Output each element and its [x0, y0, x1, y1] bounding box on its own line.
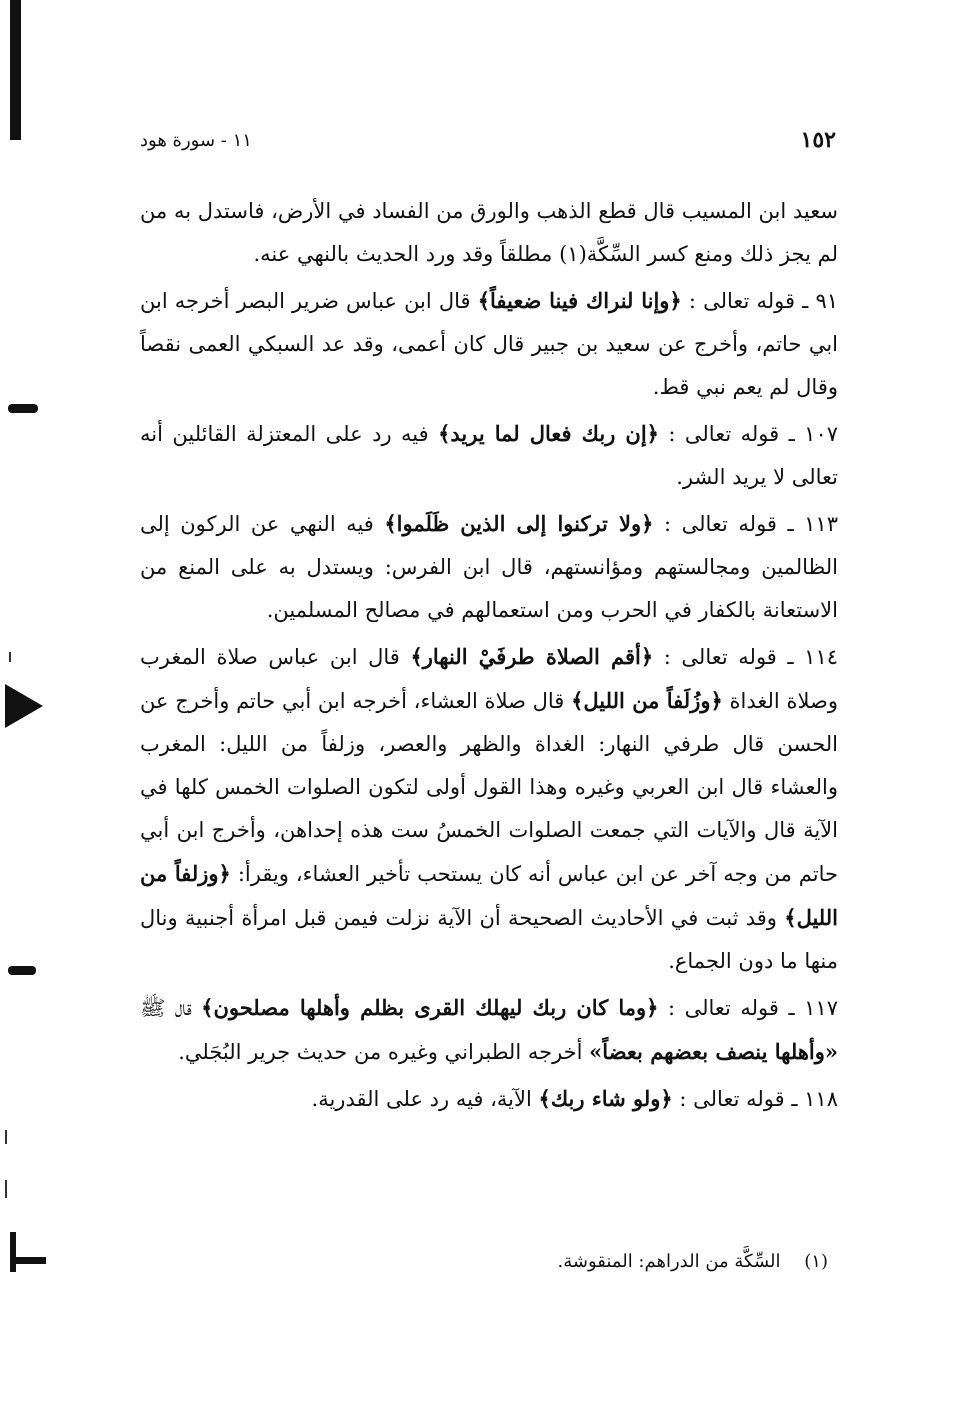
- scan-speck: [9, 652, 11, 662]
- running-head: [140, 122, 836, 158]
- paragraph: [140, 412, 838, 499]
- scan-speck: [5, 1130, 7, 1144]
- scan-edge-mark: [14, 1257, 46, 1264]
- footnote: [140, 1247, 828, 1277]
- verse-number: ١١٧ ـ قوله تعالى :: [667, 996, 838, 1020]
- commentary: قال ابن عباس صلاة المغرب وصلاة الغداة: [140, 645, 838, 713]
- page-number: ١٥٢: [800, 127, 836, 153]
- scan-edge-mark: [8, 404, 38, 413]
- verse-number: ١١٣ ـ قوله تعالى :: [664, 512, 838, 536]
- hadith-quote: «وأهلها ينصف بعضهم بعضاً»: [589, 1039, 838, 1064]
- commentary: الآية، فيه رد على القدرية.: [311, 1087, 532, 1111]
- verse-number: ١١٨ ـ قوله تعالى :: [679, 1087, 838, 1111]
- quran-quote: ﴿وما كان ربك ليهلك القرى بظلم وأهلها مصلحون﴾: [201, 995, 659, 1020]
- commentary: قال ﷺ: [140, 996, 192, 1020]
- footnote-text: السِّكَّة من الدراهم: المنقوشة.: [557, 1251, 781, 1272]
- verse-number: ١٠٧ ـ قوله تعالى :: [668, 422, 839, 446]
- verse-number: ٩١ ـ قوله تعالى :: [688, 289, 838, 313]
- scan-edge-mark: [10, 1232, 16, 1272]
- scan-speck: [5, 1180, 7, 1198]
- main-text: [140, 190, 838, 1124]
- scan-edge-mark: [10, 0, 21, 140]
- quran-quote: ﴿وزلفاً من الليل﴾: [140, 861, 838, 930]
- paragraph: [140, 279, 838, 409]
- commentary: وقد ثبت في الأحاديث الصحيحة أن الآية نزلت فيمن قبل امرأة أجنبية ونال منها ما دون الجماع.: [140, 906, 838, 973]
- footnote-marker: (١): [804, 1251, 828, 1272]
- paragraph: [140, 986, 838, 1074]
- quran-quote: ﴿ولا تركنوا إلى الذين ظَلَموا﴾: [384, 511, 654, 536]
- paragraph: [140, 1077, 838, 1121]
- commentary: فيه النهي عن الركون إلى الظالمين ومجالستهم ومؤانستهم، قال ابن الفرس: ويستدل به على المنع من الاستعانة بالكفار في الحرب ومن استعمالهم في مصالح المسلمين.: [140, 512, 838, 622]
- scan-edge-mark: [5, 684, 43, 728]
- quran-quote: ﴿وزُلَفاً من الليل﴾: [571, 688, 723, 713]
- quran-quote: ﴿أقم الصلاة طرفَيْ النهار﴾: [410, 644, 654, 669]
- verse-number: ١١٤ ـ قوله تعالى :: [663, 645, 839, 669]
- paragraph: سعيد ابن المسيب قال قطع الذهب والورق من الفساد في الأرض، فاستدل به من لم يجز ذلك ومنع كسر السِّكَّة(١) مطلقاً وقد ورد الحديث بالنهي عنه.: [140, 199, 838, 266]
- quran-quote: ﴿ولو شاء ربك﴾: [538, 1086, 673, 1111]
- chapter-title: ١١ - سورة هود: [140, 129, 252, 151]
- paragraph: [140, 635, 838, 983]
- commentary: أخرجه الطبراني وغيره من حديث جرير البُجَلي.: [178, 1040, 583, 1064]
- commentary: قال صلاة العشاء، أخرجه ابن أبي حاتم وأخرج عن الحسن قال طرفي النهار: الغداة والظهر والعصر، وزلفاً من الليل: المغرب والعشاء قال ابن العربي وغيره وهذا القول أولى لتكون الصلوات الخمس كلها في الآية قال والآيات التي جمعت الصلوات الخمسُ ست هذه إحداهن، وأخرج ابن أبي حاتم من وجه آخر عن ابن عباس أنه كان يستحب تأخير العشاء، ويقرأ:: [140, 689, 838, 886]
- commentary: قال ابن عباس ضرير البصر أخرجه ابن ابي حاتم، وأخرج عن سعيد بن جبير قال كان أعمى، وقد عد السبكي العمى نقصاً وقال لم يعم نبي قط.: [140, 289, 838, 399]
- paragraph: [140, 502, 838, 632]
- commentary: فيه رد على المعتزلة القائلين أنه تعالى لا يريد الشر.: [140, 422, 838, 489]
- quran-quote: ﴿إن ربك فعال لما يريد﴾: [438, 421, 659, 446]
- quran-quote: ﴿وإنا لنراك فينا ضعيفاً﴾: [477, 288, 682, 313]
- scan-edge-mark: [8, 966, 36, 975]
